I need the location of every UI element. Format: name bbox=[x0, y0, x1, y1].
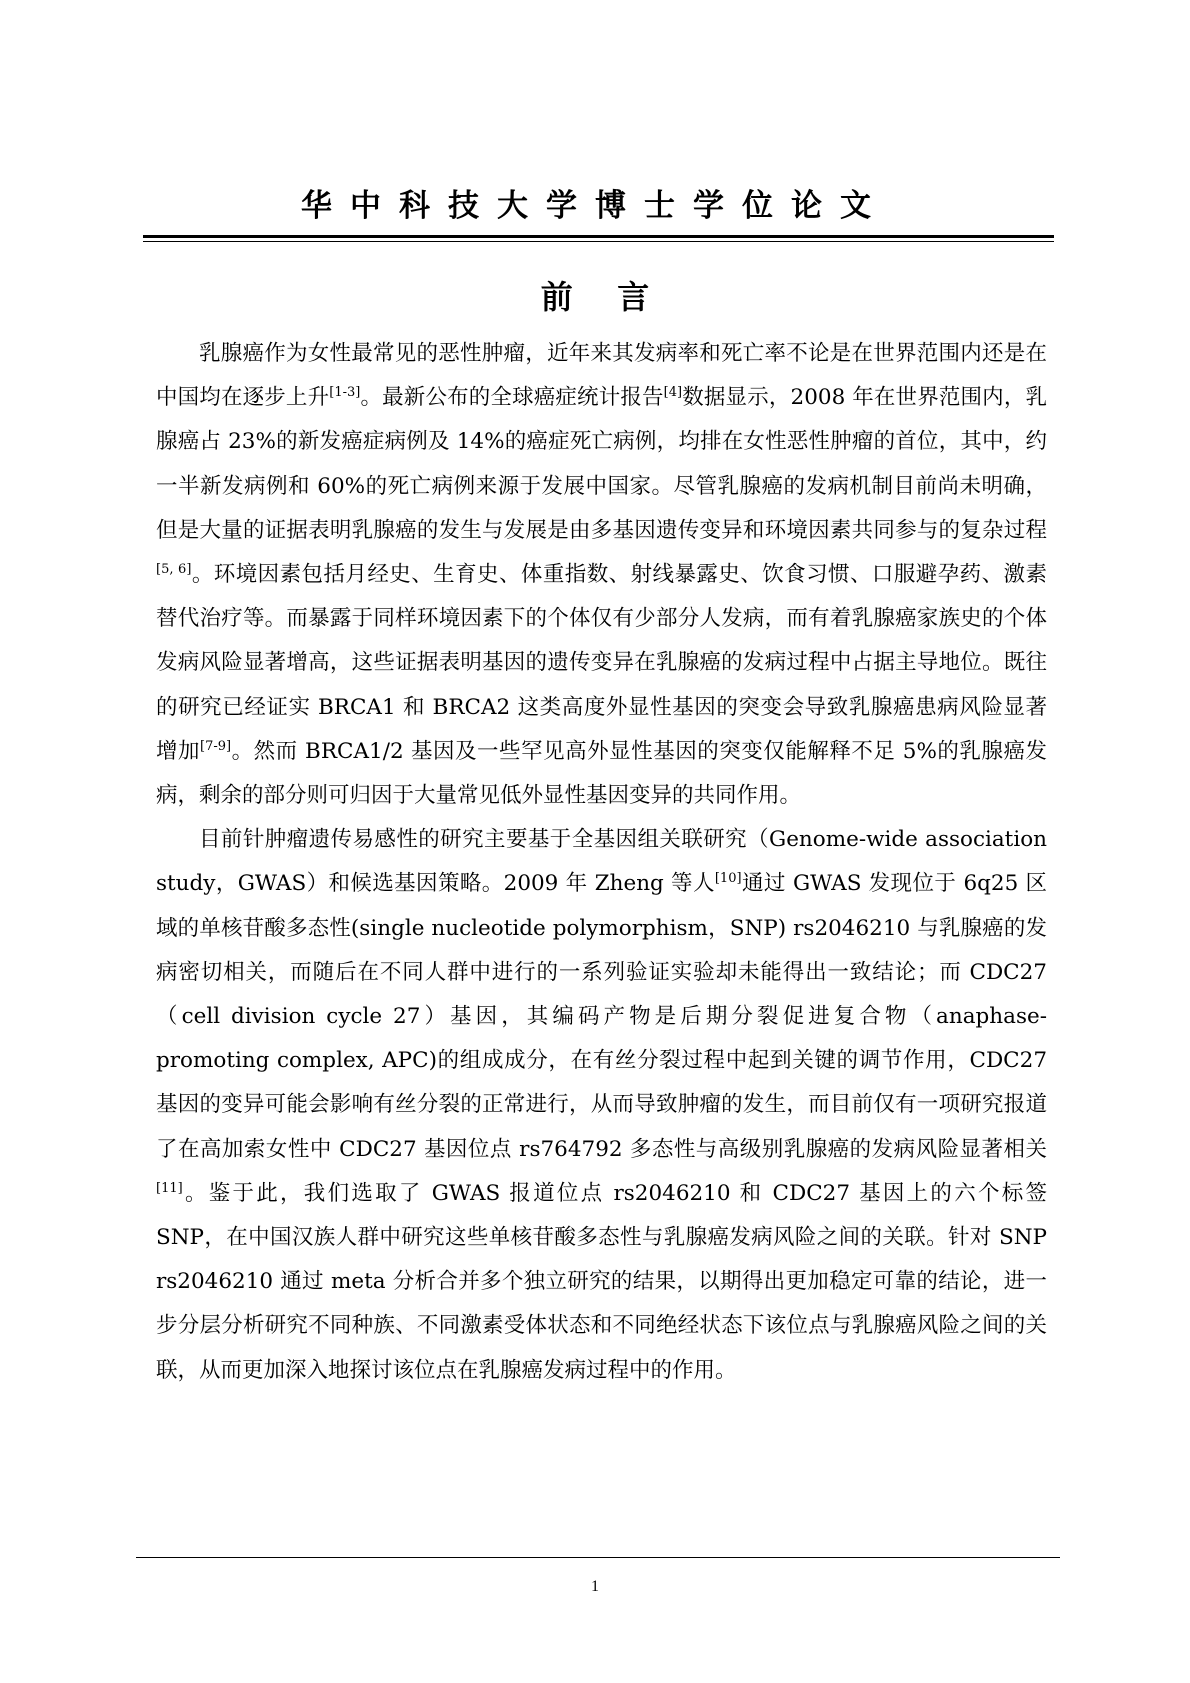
footer-rule bbox=[136, 1557, 1060, 1558]
paragraph-1 bbox=[156, 332, 1047, 818]
body-text bbox=[156, 332, 1047, 1393]
header-rule-thick bbox=[143, 235, 1054, 238]
thesis-header-title: 华中科技大学博士学位论文 bbox=[301, 188, 889, 224]
text-run: 通过 GWAS 发现位于 6q25 区域的单核苷酸多态性(single nucleotide polymorphism，SNP) rs2046210 与乳腺癌的发病密切相关，而随后在不同人群中进行的一系列验证实验却未能得出一致结论；而 CDC27 （cell division cycle 27）基因，其编码产物是后期分裂促进复合物（anaphase-promoting complex, APC)的组成成分，在有丝分裂过程中起到关键的调节作用，CDC27 基因的变异可能会影响有丝分裂的正常进行，从而导致肿瘤的发生，而目前仅有一项研究报道了在高加索女性中 CDC27 基因位点 rs764792 多态性与高级别乳腺癌的发病风险显著相关 bbox=[156, 871, 1047, 1162]
text-run: 。最新公布的全球癌症统计报告 bbox=[360, 385, 664, 411]
text-run: 目前针肿瘤遗传易感性的研究主要基于全基因组关联研究（Genome-wide association study，GWAS）和候选基因策略。2009 年 Zheng 等人 bbox=[156, 827, 1047, 897]
section-title: 前 言 bbox=[540, 278, 650, 316]
header-rule-thin bbox=[143, 241, 1054, 242]
text-run: 。环境因素包括月经史、生育史、体重指数、射线暴露史、饮食习惯、口服避孕药、激素替代治疗等。而暴露于同样环境因素下的个体仅有少部分人发病，而有着乳腺癌家族史的个体发病风险显著增高，这些证据表明基因的遗传变异在乳腺癌的发病过程中占据主导地位。既往的研究已经证实 BRCA1 和 BRCA2 这类高度外显性基因的突变会导致乳腺癌患病风险显著增加 bbox=[156, 562, 1047, 764]
citation: [5, 6] bbox=[156, 561, 192, 577]
text-run: 。鉴于此，我们选取了 GWAS 报道位点 rs2046210 和 CDC27 基因上的六个标签 SNP，在中国汉族人群中研究这些单核苷酸多态性与乳腺癌发病风险之间的关联。针对 SNP rs2046210 通过 meta 分析合并多个独立研究的结果，以期得出更加稳定可靠的结论，进一步分层分析研究不同种族、不同激素受体状态和不同绝经状态下该位点与乳腺癌风险之间的关联，从而更加深入地探讨该位点在乳腺癌发病过程中的作用。 bbox=[156, 1180, 1047, 1383]
text-run: 。然而 BRCA1/2 基因及一些罕见高外显性基因的突变仅能解释不足 5%的乳腺癌发病，剩余的部分则可归因于大量常见低外显性基因变异的共同作用。 bbox=[156, 738, 1047, 809]
text-run: 数据显示，2008 年在世界范围内，乳腺癌占 23%的新发癌症病例及 14%的癌症死亡病例，均排在女性恶性肿瘤的首位，其中，约一半新发病例和 60%的死亡病例来源于发展中国家。尽管乳腺癌的发病机制目前尚未明确，但是大量的证据表明乳腺癌的发生与发展是由多基因遗传变异和环境因素共同参与的复杂过程 bbox=[156, 385, 1047, 543]
citation: [1-3] bbox=[329, 385, 361, 401]
citation: [11] bbox=[156, 1180, 183, 1196]
paragraph-2 bbox=[156, 818, 1047, 1393]
citation: [10] bbox=[714, 871, 742, 887]
text-run: 乳腺癌作为女性最常见的恶性肿瘤，近年来其发病率和死亡率不论是在世界范围内还是在中国均在逐步上升 bbox=[156, 341, 1047, 411]
citation: [7-9] bbox=[200, 738, 232, 754]
page-number: 1 bbox=[591, 1578, 599, 1595]
citation: [4] bbox=[663, 385, 683, 401]
